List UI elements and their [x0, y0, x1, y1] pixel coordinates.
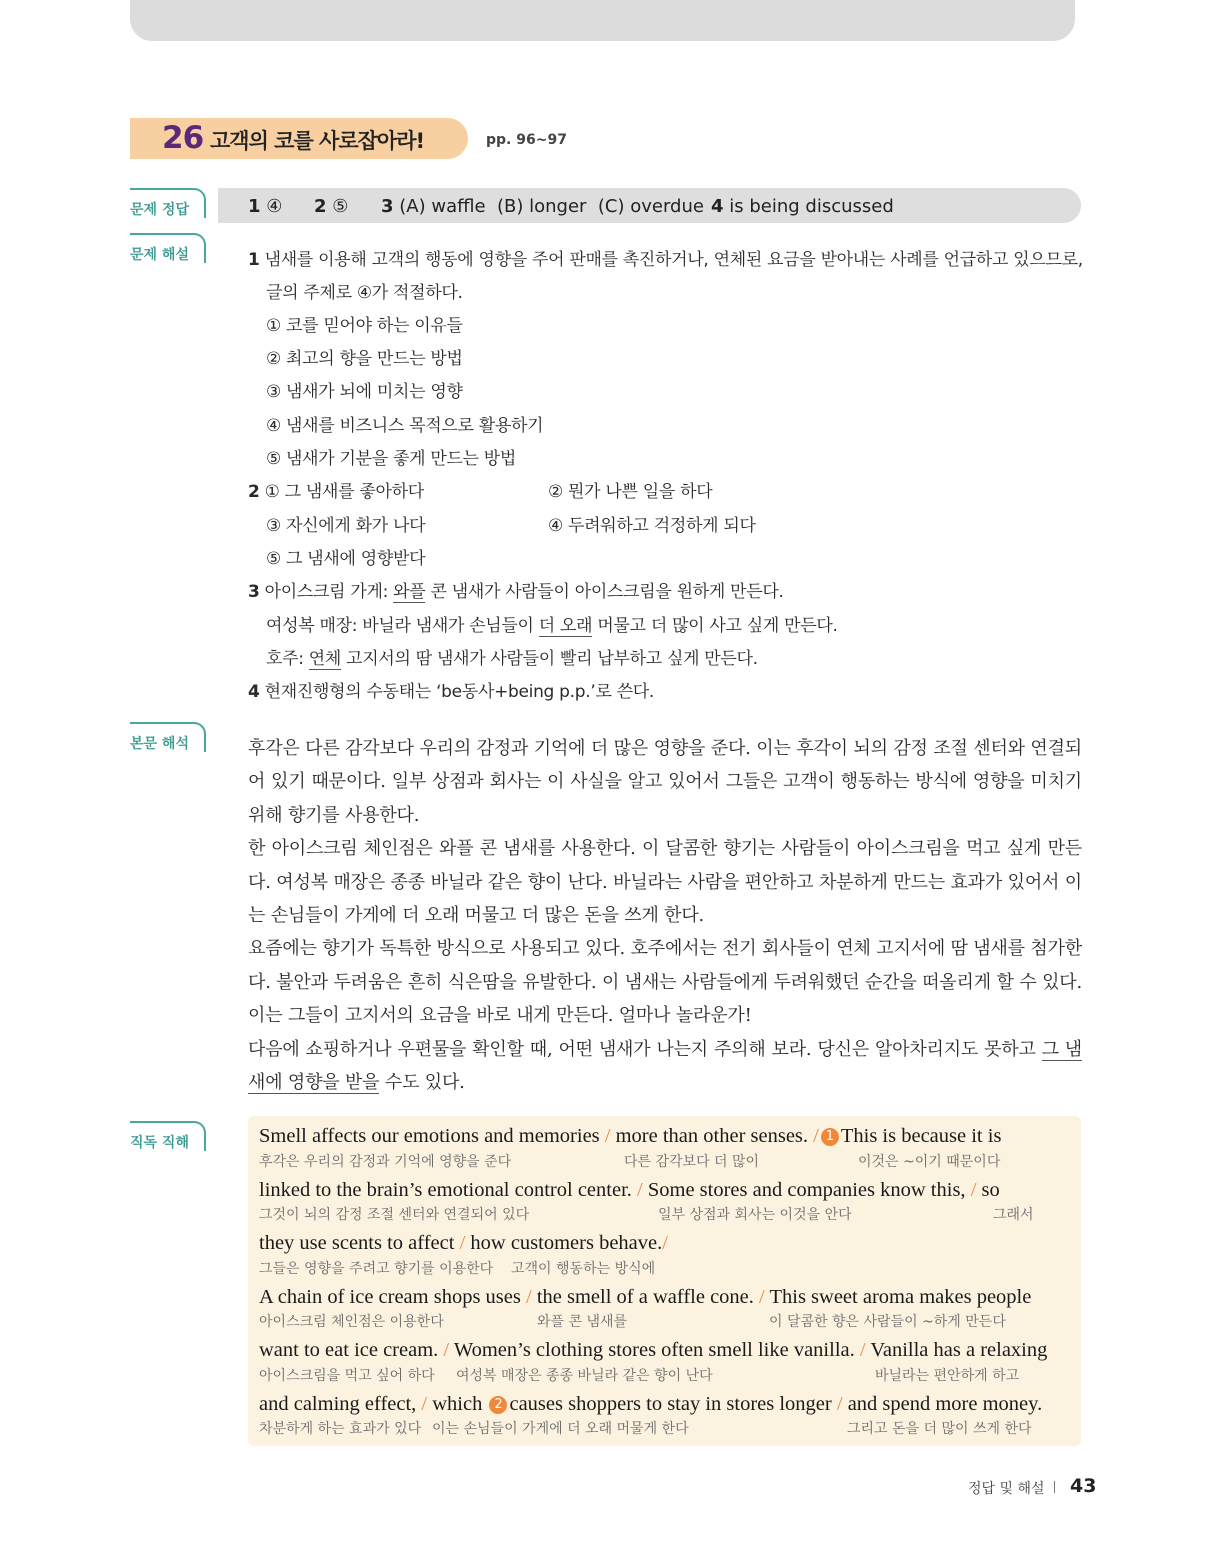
- chunk-ko: 아이스크림을 먹고 싶어 하다: [259, 1368, 435, 1384]
- q2-option: 2 ① 그 냄새를 좋아하다: [248, 482, 424, 502]
- chunk-en: A chain of ice cream shops uses / the smell of a waffle cone. / This sweet aroma makes people: [259, 1286, 1032, 1308]
- chunk-ko: 이 달콤한 향은 사람들이 ~하게 만든다: [769, 1314, 1006, 1330]
- chunk-ko: 그래서: [993, 1207, 1034, 1223]
- q3-line: 여성복 매장: 바닐라 냄새가 손님들이 더 오래 머물고 더 많이 사고 싶게 만든다.: [266, 616, 838, 636]
- translation-paragraph: 후각은 다른 감각보다 우리의 감정과 기억에 더 많은 영향을 준다. 이는 후각이 뇌의 감정 조절 센터와 연결되어 있기 때문이다. 일부 상점과 회사는 이 사실을 알고 있어서 그들은 고객이 행동하는 방식에 영향을 미치기 위해 향기를 사용한다.: [248, 738, 1082, 826]
- chunk-ko: 차분하게 하는 효과가 있다: [259, 1421, 422, 1437]
- q1-explanation-cont: 글의 주제로 ④가 적절하다.: [266, 283, 463, 303]
- translation-paragraph: 한 아이스크림 체인점은 와플 콘 냄새를 사용한다. 이 달콤한 향기는 사람들이 아이스크림을 먹고 싶게 만든다. 여성복 매장은 종종 바닐라 같은 향이 난다. 바닐라는 사람을 편안하고 차분하게 만드는 효과가 있어서 이는 손님들이 가게에 더 오래 머물고 더 많은 돈을 쓰게 한다.: [248, 838, 1082, 927]
- chunk-ko: 일부 상점과 회사는 이것을 안다: [658, 1207, 852, 1223]
- chunk-en: and calming effect, / which 2 causes shoppers to stay in stores longer / and spend more money.: [259, 1393, 1043, 1415]
- chunk-ko: 그것이 뇌의 감정 조절 센터와 연결되어 있다: [259, 1207, 530, 1223]
- explanations-label: 문제 해설: [130, 233, 206, 263]
- chunk-en: want to eat ice cream. / Women’s clothing stores often smell like vanilla. / Vanilla has a relaxing: [259, 1339, 1048, 1361]
- chunk-ko: 이는 손님들이 가게에 더 오래 머물게 한다: [432, 1421, 689, 1437]
- q1-option: ② 최고의 향을 만드는 방법: [266, 349, 463, 369]
- translation-paragraph: 요즘에는 향기가 독특한 방식으로 사용되고 있다. 호주에서는 전기 회사들이 연체 고지서에 땀 냄새를 첨가한다. 불안과 두려움은 흔히 식은땀을 유발한다. 이 냄새는 사람들에게 두려워했던 순간을 떠올리게 할 수 있다. 이는 그들이 고지서의 요금을 바로 내게 만든다. 얼마나 놀라운가!: [248, 938, 1082, 1027]
- lesson-title: 고객의 코를 사로잡아라!: [210, 129, 425, 153]
- translation-body: [248, 732, 1082, 1099]
- q1-option: ⑤ 냄새가 기분을 좋게 만드는 방법: [266, 449, 517, 469]
- translation-label: 본문 해석: [130, 722, 206, 752]
- chunk-en: linked to the brain’s emotional control center. / Some stores and companies know this, / so: [259, 1179, 1000, 1201]
- q1-explanation: 1 냄새를 이용해 고객의 행동에 영향을 주어 판매를 촉진하거나, 연체된 요금을 받아내는 사례를 언급하고 있으므로,: [248, 250, 1083, 270]
- page-range: pp. 96~97: [486, 132, 567, 148]
- q2-option: ③ 자신에게 화가 나다: [266, 516, 426, 536]
- chunk-en: Smell affects our emotions and memories / more than other senses. / 1 This is because it is: [259, 1125, 1002, 1147]
- top-banner-bar: [130, 0, 1075, 41]
- footer-divider: [1054, 1481, 1055, 1493]
- q1-option: ③ 냄새가 뇌에 미치는 영향: [266, 382, 463, 402]
- answer-1: 1 ④: [248, 196, 283, 217]
- q2-option: ⑤ 그 냄새에 영향받다: [266, 549, 426, 569]
- chunk-en: they use scents to affect / how customers behave./: [259, 1232, 668, 1254]
- q1-option: ④ 냄새를 비즈니스 목적으로 활용하기: [266, 416, 544, 436]
- answers-label: 문제 정답: [130, 188, 206, 218]
- footer-section-title: 정답 및 해설: [968, 1481, 1045, 1497]
- sentence-marker-1: 1: [821, 1128, 839, 1146]
- chunk-ko: 와플 콘 냄새를: [537, 1314, 628, 1330]
- lesson-number: 26: [162, 120, 204, 156]
- sentence-marker-2: 2: [489, 1396, 507, 1414]
- chunk-ko: 그들은 영향을 주려고 향기를 이용한다: [259, 1261, 494, 1277]
- chunk-ko: 그리고 돈을 더 많이 쓰게 한다: [847, 1421, 1032, 1437]
- answer-2: 2 ⑤: [314, 196, 349, 217]
- page-number: 43: [1070, 1475, 1097, 1497]
- answer-4: 4 is being discussed: [711, 196, 894, 217]
- chunk-ko: 아이스크림 체인점은 이용한다: [259, 1314, 444, 1330]
- q3-line: 3 아이스크림 가게: 와플 콘 냄새가 사람들이 아이스크림을 원하게 만든다.: [248, 582, 784, 602]
- q4-explanation: 4 현재진행형의 수동태는 ‘be동사+being p.p.’로 쓴다.: [248, 682, 655, 702]
- chunk-ko: 여성복 매장은 종종 바닐라 같은 향이 난다: [456, 1368, 713, 1384]
- chunk-ko: 고객이 행동하는 방식에: [511, 1261, 656, 1277]
- answer-3: 3 (A) waffle (B) longer (C) overdue: [381, 196, 704, 217]
- q2-option: ② 뭔가 나쁜 일을 하다: [548, 482, 713, 502]
- chunk-ko: 바닐라는 편안하게 하고: [875, 1368, 1020, 1384]
- chunk-ko: 이것은 ~이기 때문이다: [858, 1154, 1001, 1170]
- chunk-ko: 다른 감각보다 더 많이: [624, 1154, 760, 1170]
- direct-reading-label: 직독 직해: [130, 1121, 206, 1151]
- translation-paragraph: 다음에 쇼핑하거나 우편물을 확인할 때, 어떤 냄새가 나는지 주의해 보라. 당신은 알아차리지도 못하고 그 냄새에 영향을 받을 수도 있다.: [248, 1038, 1082, 1094]
- chunk-ko: 후각은 우리의 감정과 기억에 영향을 준다: [259, 1154, 512, 1170]
- q1-option: ① 코를 믿어야 하는 이유들: [266, 316, 463, 336]
- q2-option: ④ 두려워하고 걱정하게 되다: [548, 516, 756, 536]
- q3-line: 호주: 연체 고지서의 땀 냄새가 사람들이 빨리 납부하고 싶게 만든다.: [266, 649, 758, 669]
